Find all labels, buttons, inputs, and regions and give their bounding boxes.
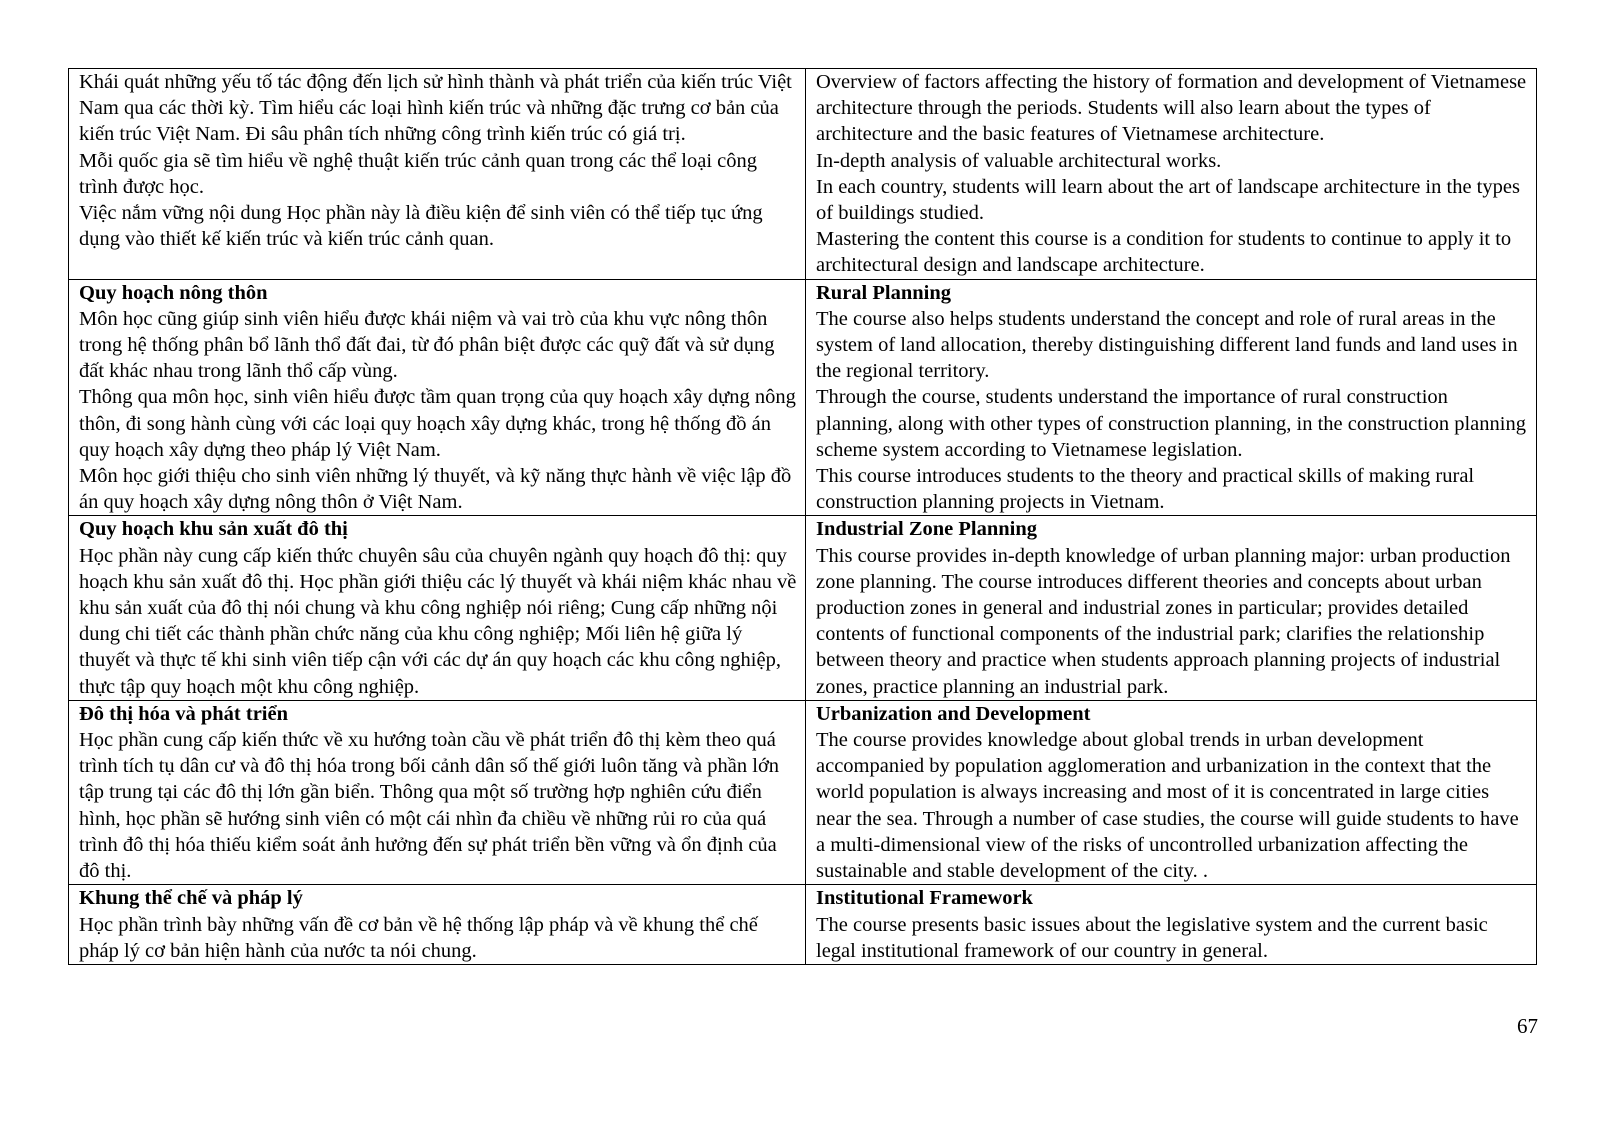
course-description-paragraph: Môn học cũng giúp sinh viên hiểu được khái niệm và vai trò của khu vực nông thôn trong hệ thống phân bổ lãnh thổ đất đai, từ đó phân biệt được các quỹ đất và sử dụng đất khác nhau trong lãnh thổ cấp vùng.: [79, 307, 775, 383]
course-description-paragraph: Học phần cung cấp kiến thức về xu hướng toàn cầu về phát triển đô thị kèm theo quá trình tích tụ dân cư và đô thị hóa trong bối cảnh dân số thế giới luôn tăng và phần lớn tập trung tại các đô thị lớn gần biển. Thông qua một số trường hợp nghiên cứu điển hình, học phần sẽ hướng sinh viên có một cái nhìn đa chiều về những rủi ro của quá trình đô thị hóa thiếu kiểm soát ảnh hưởng đến sự phát triển bền vững và ổn định của đô thị.: [79, 729, 780, 883]
course-description-paragraph: This course provides in-depth knowledge of urban planning major: urban production zone planning. The course introduces different theories and concepts about urban production zones in general and industrial zones in particular; provides detailed contents of functional components of the industrial park; clarifies the relationship between theory and practice when students approach planning projects of industrial zones, practice planning an industrial park.: [816, 544, 1511, 698]
course-title: Industrial Zone Planning: [816, 518, 1038, 541]
english-cell: [806, 69, 1537, 280]
english-cell: [806, 516, 1537, 700]
course-title: Quy hoạch nông thôn: [79, 281, 268, 304]
course-description-paragraph: The course provides knowledge about global trends in urban development accompanied by population agglomeration and urbanization in the context that the world population is always increasing and most of it is concentrated in large cities near the sea. Through a number of case studies, the course will guide students to have a multi-dimensional view of the risks of uncontrolled urbanization affecting the sustainable and stable development of the city. .: [816, 729, 1519, 883]
vietnamese-cell: [69, 279, 806, 516]
course-description-paragraph: Học phần trình bày những vấn đề cơ bản về hệ thống lập pháp và về khung thể chế pháp lý cơ bản hiện hành của nước ta nói chung.: [79, 913, 758, 962]
course-description-paragraph: Học phần này cung cấp kiến thức chuyên sâu của chuyên ngành quy hoạch đô thị: quy hoạch khu sản xuất đô thị. Học phần giới thiệu các lý thuyết và khái niệm khác nhau về khu sản xuất của đô thị nói chung và khu công nghiệp nói riêng; Cung cấp những nội dung chi tiết các thành phần chức năng của khu công nghiệp; Mối liên hệ giữa lý thuyết và thực tế khi sinh viên tiếp cận với các dự án quy hoạch các khu công nghiệp, thực tập quy hoạch một khu công nghiệp.: [79, 544, 797, 698]
english-cell: [806, 885, 1537, 965]
course-description-paragraph: In-depth analysis of valuable architectural works.: [816, 149, 1222, 172]
course-title: Urbanization and Development: [816, 702, 1091, 725]
course-description-paragraph: This course introduces students to the theory and practical skills of making rural construction planning projects in Vietnam.: [816, 465, 1475, 514]
course-description-paragraph: Môn học giới thiệu cho sinh viên những lý thuyết, và kỹ năng thực hành về việc lập đồ án quy hoạch xây dựng nông thôn ở Việt Nam.: [79, 465, 792, 514]
english-cell: [806, 700, 1537, 884]
course-row: [69, 700, 1537, 884]
course-description-paragraph: Thông qua môn học, sinh viên hiểu được tầm quan trọng của quy hoạch xây dựng nông thôn, đi song hành cùng với các loại quy hoạch xây dựng khác, trong hệ thống đồ án quy hoạch xây dựng theo pháp lý Việt Nam.: [79, 386, 796, 461]
course-title: Đô thị hóa và phát triển: [79, 702, 289, 725]
vietnamese-cell: [69, 700, 806, 884]
vietnamese-cell: [69, 69, 806, 280]
course-row: [69, 279, 1537, 516]
course-title: Institutional Framework: [816, 887, 1033, 910]
course-row: [69, 69, 1537, 280]
english-cell: [806, 279, 1537, 516]
course-description-paragraph: In each country, students will learn about the art of landscape architecture in the types of buildings studied.: [816, 175, 1520, 225]
course-description-paragraph: Overview of factors affecting the history of formation and development of Vietnamese architecture through the periods. Students will also learn about the types of architecture and the basic features of Vietnamese architecture.: [816, 71, 1527, 146]
course-description-paragraph: Việc nắm vững nội dung Học phần này là điều kiện để sinh viên có thể tiếp tục ứng dụng vào thiết kế kiến trúc và kiến trúc cảnh quan.: [79, 202, 763, 251]
vietnamese-cell: [69, 885, 806, 965]
course-row: [69, 885, 1537, 965]
course-description-paragraph: The course also helps students understand the concept and role of rural areas in the system of land allocation, thereby distinguishing different land funds and land uses in the regional territory.: [816, 307, 1518, 383]
course-description-paragraph: Mastering the content this course is a condition for students to continue to apply it to architectural design and landscape architecture.: [816, 228, 1512, 277]
course-description-paragraph: Through the course, students understand the importance of rural construction planning, along with other types of construction planning, in the construction planning scheme system according to Vietnamese legislation.: [816, 386, 1526, 461]
course-description-paragraph: The course presents basic issues about the legislative system and the current basic legal institutional framework of our country in general.: [816, 913, 1488, 962]
course-title: Rural Planning: [816, 281, 951, 304]
course-row: [69, 516, 1537, 700]
course-description-table: [68, 68, 1537, 965]
page-number: 67: [1517, 1014, 1538, 1038]
vietnamese-cell: [69, 516, 806, 700]
course-description-paragraph: Mỗi quốc gia sẽ tìm hiểu về nghệ thuật kiến trúc cảnh quan trong các thể loại công trình được học.: [79, 149, 758, 198]
course-title: Quy hoạch khu sản xuất đô thị: [79, 518, 348, 541]
table-body: [69, 69, 1537, 965]
course-title: Khung thể chế và pháp lý: [79, 887, 303, 910]
course-description-paragraph: Khái quát những yếu tố tác động đến lịch sử hình thành và phát triển của kiến trúc Việt Nam qua các thời kỳ. Tìm hiểu các loại hình kiến trúc và những đặc trưng cơ bản của kiến trúc Việt Nam. Đi sâu phân tích những công trình kiến trúc có giá trị.: [79, 71, 792, 146]
